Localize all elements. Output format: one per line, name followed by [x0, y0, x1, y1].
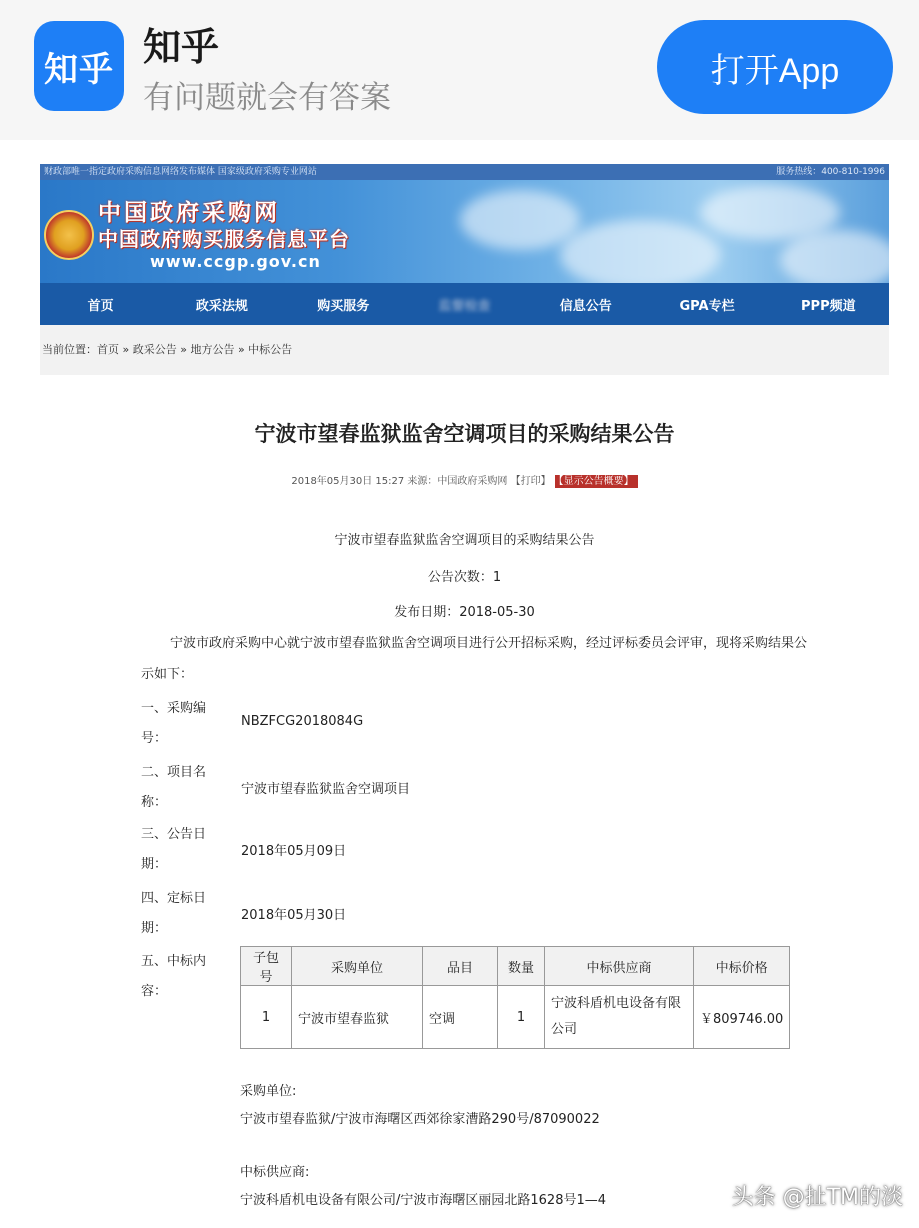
- notice-count: 公告次数：1: [427, 570, 502, 585]
- nav-item-supervision[interactable]: 监督检查: [438, 298, 491, 314]
- site-title: 中国政府采购网: [98, 200, 280, 226]
- table-header: 子包号: [241, 947, 292, 986]
- table-cell: 宁波科盾机电设备有限公司: [545, 986, 694, 1049]
- app-slogan: 有问题就会有答案: [143, 80, 391, 116]
- toutiao-watermark: 头条 @扯TM的淡: [731, 1185, 903, 1210]
- nav-item-home[interactable]: 首页: [87, 298, 114, 314]
- nav-item-gpa[interactable]: GPA专栏: [679, 298, 735, 314]
- table-cell: 1: [241, 986, 292, 1049]
- field-value-notice-date: 2018年05月09日: [241, 844, 347, 859]
- table-header-row: [241, 947, 790, 986]
- cloud-decoration: [780, 230, 889, 283]
- table-header: 采购单位: [292, 947, 423, 986]
- table-cell: 宁波市望春监狱: [292, 986, 423, 1049]
- nav-item-notices[interactable]: 信息公告: [559, 298, 612, 314]
- table-header: 中标供应商: [545, 947, 694, 986]
- notice-subtitle: 宁波市望春监狱监舍空调项目的采购结果公告: [334, 533, 595, 548]
- zhihu-app-banner: [0, 0, 919, 140]
- national-emblem-icon: [44, 210, 94, 260]
- table-cell: 空调: [423, 986, 498, 1049]
- article-title: 宁波市望春监狱监舍空调项目的采购结果公告: [254, 422, 675, 446]
- field-label-award-date: 四、定标日期：: [141, 891, 207, 936]
- field-label-project-name: 二、项目名称：: [141, 765, 207, 810]
- field-label-procurement-no: 一、采购编号：: [141, 701, 207, 746]
- supplier-label: 中标供应商:: [240, 1165, 310, 1180]
- table-header: 中标价格: [694, 947, 790, 986]
- site-header: [40, 180, 889, 283]
- publish-date: 发布日期：2018-05-30: [394, 605, 535, 620]
- hotline-text: 服务热线：400-810-1996: [776, 167, 885, 177]
- table-header: 数量: [498, 947, 545, 986]
- cloud-decoration: [560, 220, 720, 283]
- meta-text: 2018年05月30日 15:27 来源：中国政府采购网 【打印】: [291, 476, 551, 487]
- purchaser-label: 采购单位:: [240, 1084, 297, 1099]
- intro-paragraph: 宁波市政府采购中心就宁波市望春监狱监舍空调项目进行公开招标采购，经过评标委员会评审，现将采购结果公示如下：: [141, 636, 808, 682]
- article-meta: [40, 472, 889, 487]
- site-topbar: [40, 164, 889, 180]
- table-cell: 1: [498, 986, 545, 1049]
- show-summary-button[interactable]: 【显示公告概要】: [555, 475, 638, 488]
- field-label-notice-date: 三、公告日期：: [141, 827, 207, 872]
- field-value-project-name: 宁波市望春监狱监舍空调项目: [241, 782, 411, 797]
- site-nav: [40, 283, 889, 325]
- table-header: 品目: [423, 947, 498, 986]
- nav-item-services[interactable]: 购买服务: [317, 298, 370, 314]
- zhihu-logo-icon[interactable]: 知乎: [34, 21, 124, 111]
- app-name: 知乎: [143, 25, 220, 69]
- supplier-value: 宁波科盾机电设备有限公司/宁波市海曙区丽园北路1628号1—4: [240, 1193, 607, 1208]
- cloud-decoration: [460, 190, 580, 250]
- purchaser-value: 宁波市望春监狱/宁波市海曙区西郊徐家漕路290号/87090022: [240, 1112, 600, 1127]
- award-table: [240, 946, 790, 1049]
- nav-item-ppp[interactable]: PPP频道: [801, 298, 856, 314]
- field-value-procurement-no: NBZFCG2018084G: [241, 714, 364, 729]
- site-url: www.ccgp.gov.cn: [150, 252, 321, 271]
- field-value-award-date: 2018年05月30日: [241, 908, 347, 923]
- nav-item-regulations[interactable]: 政采法规: [195, 298, 248, 314]
- topbar-text: 财政部唯一指定政府采购信息网络发布媒体 国家级政府采购专业网站: [44, 167, 317, 177]
- breadcrumb: 当前位置：首页 » 政采公告 » 地方公告 » 中标公告: [40, 325, 889, 375]
- table-cell: ￥809746.00: [694, 986, 790, 1049]
- site-subtitle: 中国政府购买服务信息平台: [98, 227, 350, 251]
- field-label-award-content: 五、中标内容：: [141, 954, 207, 999]
- table-row: [241, 986, 790, 1049]
- open-app-button[interactable]: 打开App: [657, 20, 893, 114]
